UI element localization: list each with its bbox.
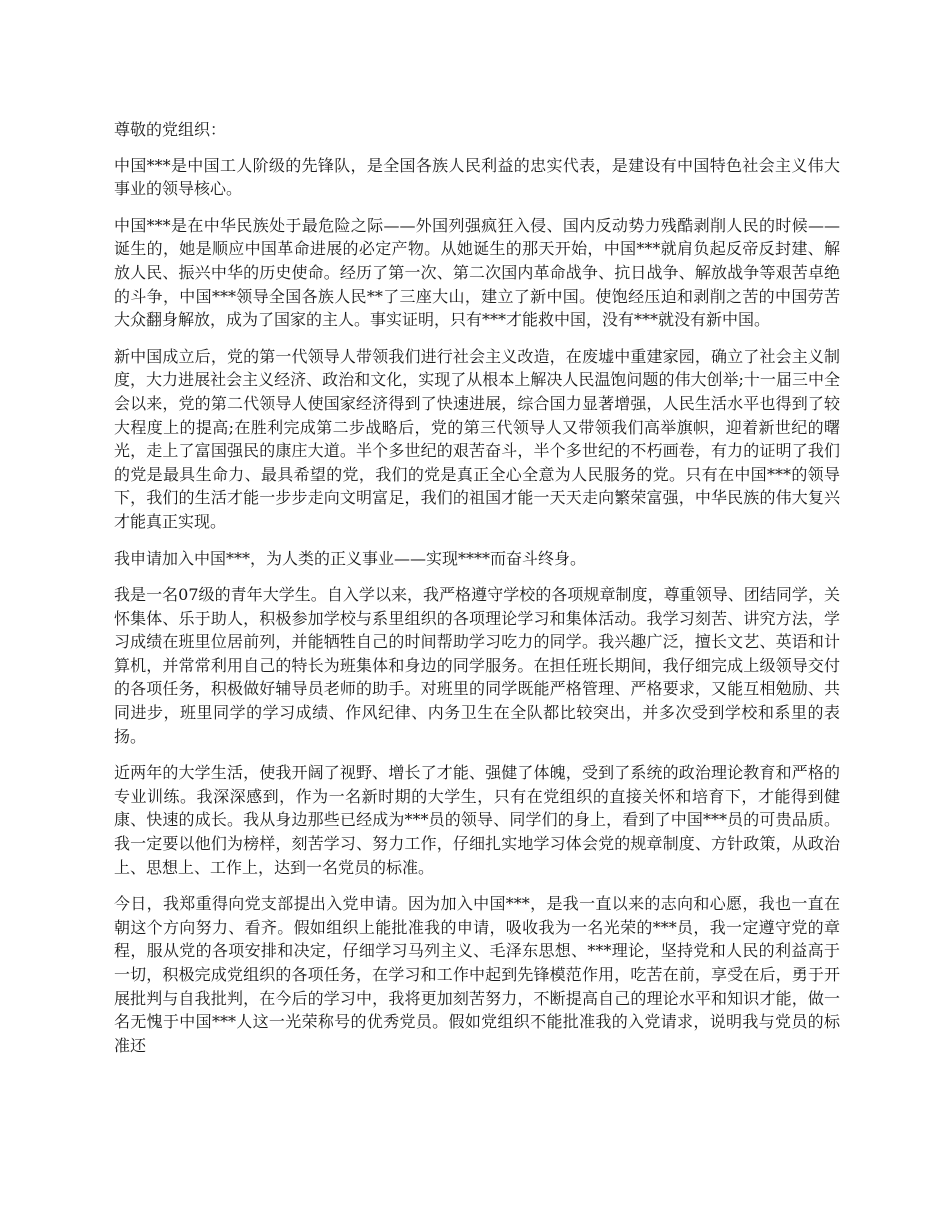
paragraph: 中国***是在中华民族处于最危险之际——外国列强疯狂入侵、国内反动势力残酷剥削人民的时候——诞生的，她是顺应中国革命进展的必定产物。从她诞生的那天开始，中国***就肩负起反帝反封建、解放人民、振兴中华的历史使命。经历了第一次、第二次国内革命战争、抗日战争、解放战争等艰苦卓绝的斗争，中国***领导全国各族人民**了三座大山，建立了新中国。使饱经压迫和剥削之苦的中国劳苦大众翻身解放，成为了国家的主人。事实证明，只有***才能救中国，没有***就没有新中国。 (114, 215, 840, 330)
paragraph: 新中国成立后，党的第一代领导人带领我们进行社会主义改造，在废墟中重建家园，确立了社会主义制度，大力进展社会主义经济、政治和文化，实现了从根本上解决人民温饱问题的伟大创举;十一届三中全会以来，党的第二代领导人使国家经济得到了快速进展，综合国力显著增强，人民生活水平也得到了较大程度上的提高;在胜利完成第二步战略后，党的第三代领导人又带领我们高举旗帜，迎着新世纪的曙光，走上了富国强民的康庄大道。半个多世纪的艰苦奋斗，半个多世纪的不朽画卷，有力的证明了我们的党是最具生命力、最具希望的党，我们的党是真正全心全意为人民服务的党。只有在中国***的领导下，我们的生活才能一步步走向文明富足，我们的祖国才能一天天走向繁荣富强，中华民族的伟大复兴才能真正实现。 (114, 346, 840, 531)
paragraph: 我是一名07级的青年大学生。自入学以来，我严格遵守学校的各项规章制度，尊重领导、团结同学，关怀集体、乐于助人，积极参加学校与系里组织的各项理论学习和集体活动。我学习刻苦、讲究方法，学习成绩在班里位居前列，并能牺牲自己的时间帮助学习吃力的同学。我兴趣广泛，擅长文艺、英语和计算机，并常常利用自己的特长为班集体和身边的同学服务。在担任班长期间，我仔细完成上级领导交付的各项任务，积极做好辅导员老师的助手。对班里的同学既能严格管理、严格要求，又能互相勉励、共同进步，班里同学的学习成绩、作风纪律、内务卫生在全队都比较突出，并多次受到学校和系里的表扬。 (114, 585, 840, 746)
document-page (114, 118, 840, 1070)
paragraph: 今日，我郑重得向党支部提出入党申请。因为加入中国***，是我一直以来的志向和心愿，我也一直在朝这个方向努力、看齐。假如组织上能批准我的申请，吸收我为一名光荣的***员，我一定遵守党的章程，服从党的各项安排和决定，仔细学习马列主义、毛泽东思想、***理论，坚持党和人民的利益高于一切，积极完成党组织的各项任务，在学习和工作中起到先锋模范作用，吃苦在前，享受在后，勇于开展批判与自我批判，在今后的学习中，我将更加刻苦努力，不断提高自己的理论水平和知识才能，做一名无愧于中国***人这一光荣称号的优秀党员。假如党组织不能批准我的入党请求，说明我与党员的标准还 (114, 894, 840, 1055)
paragraph: 我申请加入中国***，为人类的正义事业——实现****而奋斗终身。 (114, 548, 587, 568)
paragraph: 中国***是中国工人阶级的先锋队，是全国各族人民利益的忠实代表，是建设有中国特色社会主义伟大事业的领导核心。 (114, 155, 840, 199)
paragraph: 近两年的大学生活，使我开阔了视野、增长了才能、强健了体魄，受到了系统的政治理论教育和严格的专业训练。我深深感到，作为一名新时期的大学生，只有在党组织的直接关怀和培育下，才能得到健康、快速的成长。我从身边那些已经成为***员的领导、同学们的身上，看到了中国***员的可贵品质。我一定要以他们为榜样，刻苦学习、努力工作，仔细扎实地学习体会党的规章制度、方针政策，从政治上、思想上、工作上，达到一名党员的标准。 (114, 763, 840, 877)
salutation: 尊敬的党组织： (114, 120, 227, 139)
